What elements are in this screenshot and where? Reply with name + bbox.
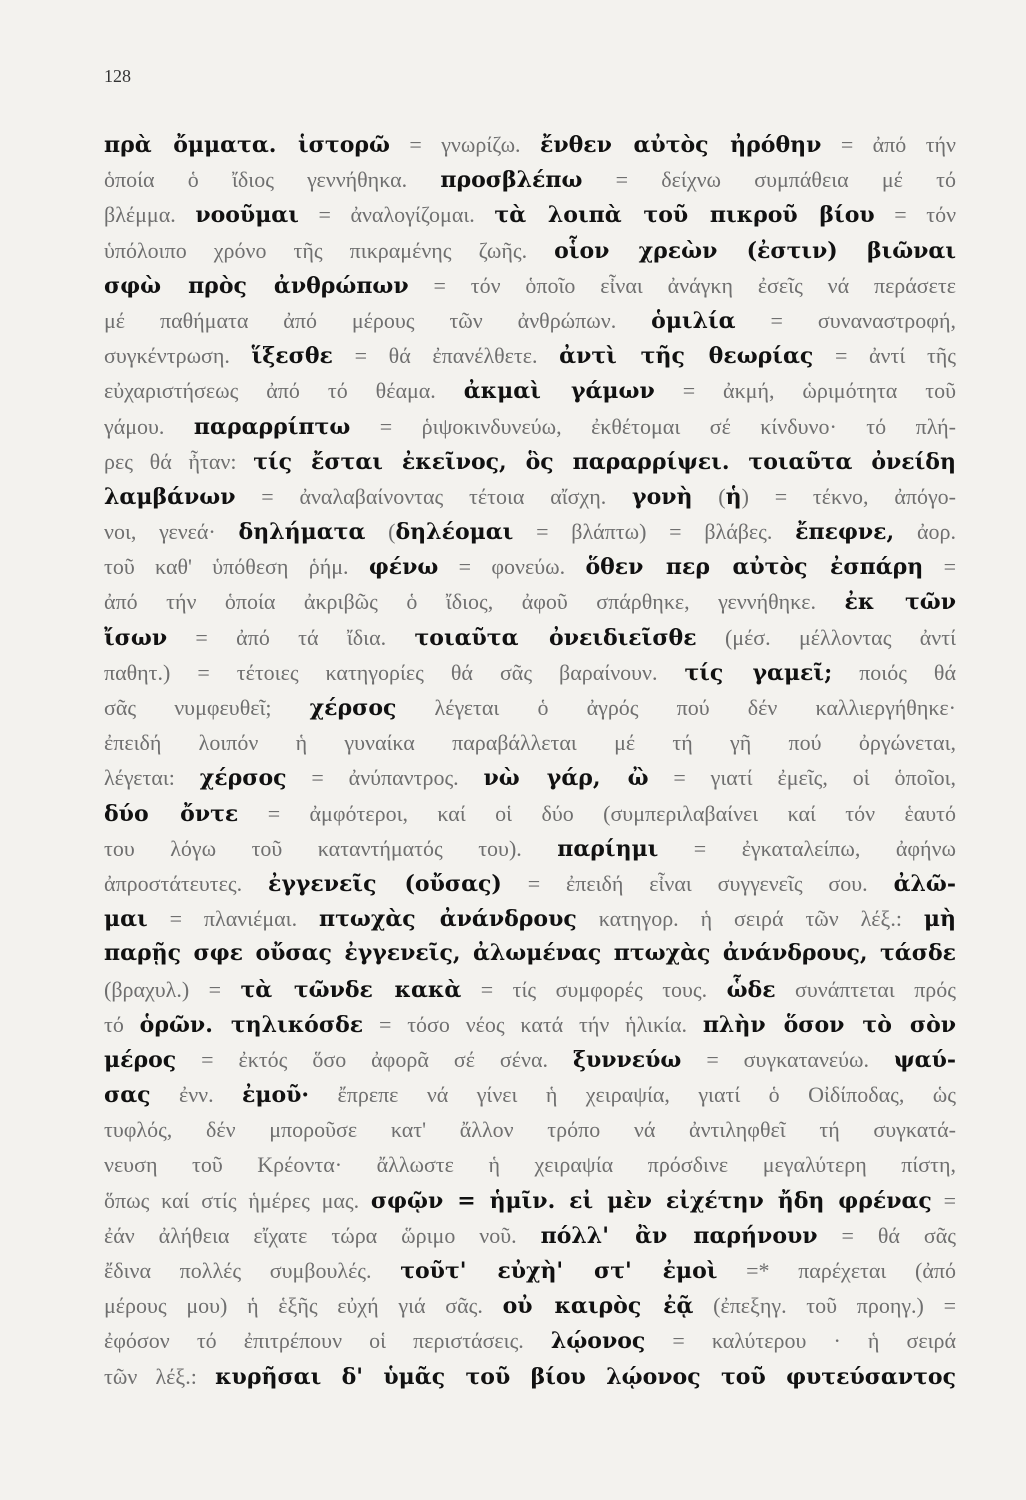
gloss: λέγεται ὁ ἀγρός πού δέν καλλιεργήθηκε·: [396, 695, 956, 720]
lemma: σφὼ πρὸς ἀνθρώπων: [104, 272, 409, 299]
lemma: πλὴν ὅσον τὸ σὸν: [702, 1011, 956, 1038]
gloss: (: [365, 519, 396, 545]
gloss: ποιός θά: [832, 659, 956, 685]
gloss: τοῦ καθ' ὑπόθεση ῥήμ.: [104, 554, 369, 580]
lemma: νοοῦμαι: [195, 202, 299, 229]
lemma: τίς ἔσται ἐκεῖνος, ὃς παραρρίψει. τοιαῦτα ὀνείδη: [253, 448, 956, 475]
gloss: του λόγω τοῦ καταντήματός του).: [104, 835, 558, 861]
gloss: = ἐκτός ὅσο ἀφορᾶ σέ σένα.: [176, 1046, 573, 1072]
text-line: [104, 233, 956, 268]
gloss: = τίς συμφορές τους.: [461, 976, 727, 1002]
lemma: ἐκ τῶν: [844, 589, 956, 616]
text-line: [104, 409, 956, 444]
gloss: ἔπρεπε νά γίνει ἡ χειραψία, γιατί ὁ Οἰδίποδας, ὡς: [309, 1082, 956, 1108]
gloss: ἐφόσον τό ἐπιτρέπουν οἱ περιστάσεις.: [104, 1328, 551, 1354]
lemma: μὴ: [923, 906, 956, 933]
gloss: ἀπό τήν ὁποία ἀκριβῶς ὁ ἴδιος, ἀφοῦ σπάρθηκε, γεννήθηκε.: [104, 589, 845, 615]
gloss: = ἀπό τήν: [821, 132, 956, 157]
text-line: [104, 268, 956, 303]
gloss: ὁποία ὁ ἴδιος γεννήθηκα.: [104, 167, 441, 193]
gloss: = θά ἐπανέλθετε.: [332, 343, 560, 369]
lemma: ὁμιλία: [651, 307, 736, 334]
lemma: παρῇς σφε οὔσας ἐγγενεῖς, ἀλωμένας πτωχὰς ἀνάνδρους, τάσδε: [104, 940, 956, 967]
gloss: = πλανιέμαι.: [147, 906, 320, 932]
lemma: δηλήματα: [238, 519, 366, 546]
text-line: [104, 514, 956, 549]
lemma: σφῷν = ἡμῖν. εἰ μὲν εἰχέτην ἤδη φρένας: [370, 1187, 932, 1214]
text-line: [104, 725, 956, 760]
text-line: [104, 972, 956, 1007]
gloss: ἔδινα πολλές συμβουλές.: [104, 1258, 401, 1283]
gloss: = γνωρίζω.: [389, 132, 540, 157]
text-line: [104, 690, 956, 725]
gloss: = θά σᾶς: [817, 1222, 956, 1248]
lemma: τίς γαμεῖ;: [684, 659, 833, 686]
gloss: ἐπειδή λοιπόν ἡ γυναίκα παραβάλλεται μέ τή γῆ πού ὀργώνεται,: [104, 730, 956, 756]
lemma: ἐμοῦ·: [242, 1082, 310, 1109]
gloss: = τόν: [874, 202, 956, 228]
gloss: = δείχνω συμπάθεια μέ τό: [582, 167, 956, 193]
lemma: ὁρῶν. τηλικόσδε: [139, 1011, 364, 1038]
text-line: [104, 1183, 956, 1218]
lemma: σας: [104, 1082, 151, 1109]
lemma: φένω: [368, 554, 439, 581]
gloss: = ἀπό τά ἴδια.: [167, 624, 415, 650]
gloss: =* παρέχεται (ἀπό: [717, 1258, 956, 1283]
gloss: = συγκατανεύω.: [681, 1046, 894, 1072]
gloss: = τόν ὁποῖο εἶναι ἀνάγκη ἐσεῖς νά περάσετε: [408, 272, 956, 298]
lemma: ἀλῶ-: [893, 870, 956, 897]
lemma: τοῦτ' εὐχὴ' στ' ἐμοὶ: [400, 1258, 718, 1284]
text-line: [104, 584, 956, 619]
gloss: ἐνν.: [150, 1082, 243, 1108]
lemma: παραρρίπτω: [193, 413, 351, 440]
text-line: [104, 1359, 956, 1394]
gloss: σᾶς νυμφευθεῖ;: [104, 695, 310, 720]
lemma: ἐγγενεῖς (οὔσας): [267, 870, 502, 897]
gloss: βλέμμα.: [104, 202, 196, 228]
gloss: ) = τέκνο, ἀπόγο-: [741, 483, 956, 509]
lemma: ψαύ-: [893, 1046, 956, 1073]
gloss: (βραχυλ.) =: [104, 976, 241, 1002]
gloss: ἀπροστάτευτες.: [104, 870, 268, 896]
commentary-text: [104, 127, 956, 1394]
gloss: = ἀκμή, ὡριμότητα τοῦ: [654, 378, 956, 404]
gloss: τό: [104, 1011, 140, 1037]
gloss: ρες θά ἦταν:: [104, 448, 254, 474]
text-line: [104, 549, 956, 584]
gloss: νοι, γενεά·: [104, 519, 239, 545]
gloss: τῶν λέξ.:: [104, 1363, 216, 1389]
text-line: [104, 866, 956, 901]
lemma: ἔπεφνε,: [795, 519, 895, 546]
gloss: = ἀντί τῆς: [813, 343, 956, 369]
lemma: μέρος: [104, 1046, 177, 1073]
lemma: τοιαῦτα ὀνειδιεῖσθε: [414, 624, 697, 651]
text-line: [104, 444, 956, 479]
gloss: ὑπόλοιπο χρόνο τῆς πικραμένης ζωῆς.: [104, 237, 555, 263]
gloss: (ἐπεξηγ. τοῦ προηγ.) =: [693, 1293, 956, 1319]
lemma: τὰ λοιπὰ τοῦ πικροῦ βίου: [494, 202, 875, 229]
gloss: συνάπτεται πρός: [775, 976, 956, 1002]
text-line: [104, 479, 956, 514]
text-line: [104, 1112, 956, 1147]
lemma: ὧδε: [726, 976, 776, 1003]
gloss: = γιατί ἐμεῖς, οἱ ὁποῖοι,: [648, 765, 956, 791]
lemma: πόλλ' ἂν παρήνουν: [540, 1222, 818, 1249]
text-line: [104, 1288, 956, 1323]
text-line: [104, 1253, 956, 1288]
lemma: ἀκμαὶ γάμων: [463, 378, 655, 405]
gloss: = φονεύω.: [438, 554, 586, 580]
lemma: πτωχὰς ἀνάνδρους: [319, 906, 577, 933]
lemma: οὐ καιρὸς ἐᾷ: [502, 1293, 694, 1320]
lemma: κυρῆσαι δ' ὑμᾶς τοῦ βίου λῴονος τοῦ φυτεύσαντος: [215, 1363, 956, 1390]
gloss: = βλάπτω) = βλάβες.: [513, 519, 796, 545]
lemma: ἡ: [725, 483, 742, 510]
lemma: παρίημι: [557, 835, 659, 862]
text-line: [104, 760, 956, 795]
text-line: [104, 620, 956, 655]
gloss: νευση τοῦ Κρέοντα· ἄλλωστε ἡ χειραψία πρόσδινε μεγαλύτερη πίστη,: [104, 1152, 956, 1178]
text-line: [104, 197, 956, 232]
gloss: = συναναστροφή,: [735, 307, 956, 333]
text-line: [104, 1147, 956, 1182]
gloss: = καλύτερου · ἡ σειρά: [645, 1328, 956, 1354]
gloss: μέ παθήματα ἀπό μέρους τῶν ἀνθρώπων.: [104, 307, 652, 333]
text-line: [104, 831, 956, 866]
gloss: =: [931, 1187, 956, 1213]
gloss: (: [692, 483, 726, 509]
gloss: ἀορ.: [894, 519, 956, 545]
lemma: λῴονος: [550, 1328, 646, 1355]
text-line: [104, 901, 956, 936]
gloss: τυφλός, δέν μποροῦσε κατ' ἄλλον τρόπο νά ἀντιληφθεῖ τή συγκατά-: [104, 1117, 956, 1143]
text-line: [104, 127, 956, 162]
gloss: συγκέντρωση.: [104, 343, 252, 369]
gloss: ἐάν ἀλήθεια εἴχατε τώρα ὥριμο νοῦ.: [104, 1222, 541, 1248]
text-line: [104, 162, 956, 197]
lemma: πρὰ ὄμματα. ἱστορῶ: [104, 132, 390, 158]
lemma: χέρσος: [309, 695, 397, 721]
gloss: κατηγορ. ἡ σειρά τῶν λέξ.:: [576, 906, 924, 932]
text-line: [104, 303, 956, 338]
text-line: [104, 1077, 956, 1112]
page-number: 128: [104, 66, 131, 86]
gloss: μέρους μου) ἡ ἑξῆς εὐχή γιά σᾶς.: [104, 1293, 503, 1319]
gloss: λέγεται:: [104, 765, 200, 791]
text-line: [104, 796, 956, 831]
gloss: παθητ.) = τέτοιες κατηγορίες θά σᾶς βαραίνουν.: [104, 659, 685, 685]
text-line: [104, 936, 956, 971]
lemma: λαμβάνων: [104, 483, 236, 510]
lemma: δηλέομαι: [395, 519, 514, 546]
gloss: (μέσ. μέλλοντας ἀντί: [696, 624, 956, 650]
text-line: [104, 1323, 956, 1358]
gloss: ὅπως καί στίς ἡμέρες μας.: [104, 1187, 371, 1213]
lemma: χέρσος: [199, 765, 287, 792]
gloss: = ἐπειδή εἶναι συγγενεῖς σου.: [501, 870, 894, 896]
lemma: προσβλέπω: [440, 167, 583, 194]
gloss: = ἀναλαβαίνοντας τέτοια αἴσχη.: [235, 483, 633, 509]
text-line: [104, 655, 956, 690]
lemma: γονὴ: [632, 483, 693, 510]
gloss: = ῥιψοκινδυνεύω, ἐκθέτομαι σέ κίνδυνο· τό πλή-: [350, 413, 956, 439]
text-line: [104, 1007, 956, 1042]
gloss: = τόσο νέος κατά τήν ἡλικία.: [363, 1011, 703, 1037]
text-line: [104, 1218, 956, 1253]
lemma: ἵξεσθε: [251, 343, 333, 370]
gloss: = ἐγκαταλείπω, ἀφήνω: [658, 835, 956, 861]
lemma: ἔνθεν αὐτὸς ἠρόθην: [539, 132, 822, 158]
lemma: νὼ γάρ, ὢ: [483, 765, 649, 792]
gloss: = ἀμφότεροι, καί οἱ δύο (συμπεριλαβαίνει καί τόν ἑαυτό: [238, 800, 956, 826]
gloss: γάμου.: [104, 413, 194, 439]
gloss: = ἀνύπαντρος.: [286, 765, 484, 791]
lemma: ξυννεύω: [572, 1046, 682, 1073]
lemma: ὅθεν περ αὐτὸς ἐσπάρη: [585, 554, 924, 581]
text-line: [104, 338, 956, 373]
lemma: ἀντὶ τῆς θεωρίας: [559, 343, 814, 370]
lemma: δύο ὄντε: [104, 800, 239, 827]
lemma: οἷον χρεὼν (ἐστιν) βιῶναι: [554, 237, 956, 264]
gloss: εὐχαριστήσεως ἀπό τό θέαμα.: [104, 378, 464, 404]
gloss: = ἀναλογίζομαι.: [298, 202, 495, 228]
lemma: μαι: [104, 906, 148, 933]
text-line: [104, 373, 956, 408]
text-line: [104, 1042, 956, 1077]
lemma: τὰ τῶνδε κακὰ: [240, 976, 462, 1003]
gloss: =: [923, 554, 956, 580]
lemma: ἴσων: [104, 624, 168, 651]
